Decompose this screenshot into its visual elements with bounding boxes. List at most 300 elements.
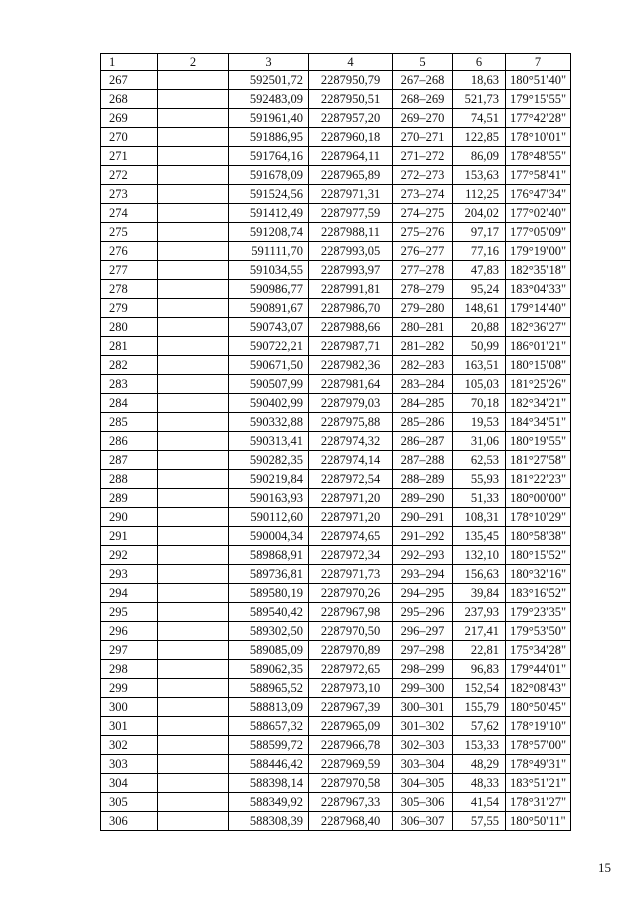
cell-angle: 182°35'18" — [506, 261, 571, 280]
table-row — [101, 90, 571, 109]
cell-x-coordinate: 590402,99 — [229, 394, 309, 413]
cell-angle: 180°15'08" — [506, 356, 571, 375]
cell-point-number: 290 — [101, 508, 158, 527]
cell-angle: 179°23'35" — [506, 603, 571, 622]
cell-length: 48,29 — [453, 755, 506, 774]
cell-angle: 181°22'23" — [506, 470, 571, 489]
cell-segment: 291–292 — [393, 527, 453, 546]
cell-angle: 180°32'16" — [506, 565, 571, 584]
table-row — [101, 717, 571, 736]
cell-column-2 — [158, 280, 229, 299]
table-row — [101, 527, 571, 546]
cell-angle: 179°53'50" — [506, 622, 571, 641]
cell-length: 50,99 — [453, 337, 506, 356]
cell-column-2 — [158, 470, 229, 489]
cell-x-coordinate: 591524,56 — [229, 185, 309, 204]
cell-y-coordinate: 2287950,79 — [309, 71, 393, 90]
cell-x-coordinate: 591886,95 — [229, 128, 309, 147]
cell-column-2 — [158, 603, 229, 622]
cell-length: 237,93 — [453, 603, 506, 622]
cell-y-coordinate: 2287971,20 — [309, 489, 393, 508]
cell-point-number: 273 — [101, 185, 158, 204]
header-cell-1: 1 — [101, 54, 158, 71]
cell-column-2 — [158, 508, 229, 527]
cell-length: 108,31 — [453, 508, 506, 527]
cell-y-coordinate: 2287957,20 — [309, 109, 393, 128]
cell-column-2 — [158, 204, 229, 223]
header-cell-6: 6 — [453, 54, 506, 71]
cell-x-coordinate: 591111,70 — [229, 242, 309, 261]
cell-segment: 285–286 — [393, 413, 453, 432]
table-header — [101, 54, 571, 71]
cell-x-coordinate: 591412,49 — [229, 204, 309, 223]
cell-point-number: 278 — [101, 280, 158, 299]
cell-segment: 274–275 — [393, 204, 453, 223]
cell-x-coordinate: 590313,41 — [229, 432, 309, 451]
cell-length: 152,54 — [453, 679, 506, 698]
cell-length: 132,10 — [453, 546, 506, 565]
header-row — [101, 54, 571, 71]
table-row — [101, 375, 571, 394]
page-number: 15 — [598, 860, 611, 875]
cell-column-2 — [158, 432, 229, 451]
cell-column-2 — [158, 679, 229, 698]
table-row — [101, 109, 571, 128]
cell-y-coordinate: 2287965,89 — [309, 166, 393, 185]
cell-y-coordinate: 2287964,11 — [309, 147, 393, 166]
cell-segment: 302–303 — [393, 736, 453, 755]
cell-angle: 177°02'40" — [506, 204, 571, 223]
cell-x-coordinate: 592501,72 — [229, 71, 309, 90]
table-row — [101, 698, 571, 717]
cell-point-number: 301 — [101, 717, 158, 736]
cell-x-coordinate: 590219,84 — [229, 470, 309, 489]
cell-column-2 — [158, 774, 229, 793]
cell-y-coordinate: 2287967,98 — [309, 603, 393, 622]
table-row — [101, 812, 571, 831]
cell-length: 57,55 — [453, 812, 506, 831]
cell-column-2 — [158, 812, 229, 831]
cell-segment: 273–274 — [393, 185, 453, 204]
cell-y-coordinate: 2287988,11 — [309, 223, 393, 242]
cell-segment: 297–298 — [393, 641, 453, 660]
cell-segment: 276–277 — [393, 242, 453, 261]
cell-y-coordinate: 2287972,54 — [309, 470, 393, 489]
cell-point-number: 279 — [101, 299, 158, 318]
cell-angle: 180°51'40" — [506, 71, 571, 90]
table-row — [101, 546, 571, 565]
cell-length: 18,63 — [453, 71, 506, 90]
cell-y-coordinate: 2287979,03 — [309, 394, 393, 413]
cell-column-2 — [158, 375, 229, 394]
cell-y-coordinate: 2287982,36 — [309, 356, 393, 375]
cell-segment: 268–269 — [393, 90, 453, 109]
cell-length: 122,85 — [453, 128, 506, 147]
cell-y-coordinate: 2287965,09 — [309, 717, 393, 736]
cell-segment: 270–271 — [393, 128, 453, 147]
cell-angle: 181°27'58" — [506, 451, 571, 470]
cell-angle: 179°14'40" — [506, 299, 571, 318]
cell-point-number: 292 — [101, 546, 158, 565]
cell-point-number: 277 — [101, 261, 158, 280]
cell-angle: 182°34'21" — [506, 394, 571, 413]
cell-length: 96,83 — [453, 660, 506, 679]
cell-segment: 281–282 — [393, 337, 453, 356]
cell-point-number: 299 — [101, 679, 158, 698]
cell-y-coordinate: 2287972,34 — [309, 546, 393, 565]
cell-y-coordinate: 2287981,64 — [309, 375, 393, 394]
cell-y-coordinate: 2287950,51 — [309, 90, 393, 109]
table-row — [101, 432, 571, 451]
cell-column-2 — [158, 546, 229, 565]
cell-column-2 — [158, 147, 229, 166]
cell-length: 153,63 — [453, 166, 506, 185]
cell-column-2 — [158, 793, 229, 812]
cell-segment: 275–276 — [393, 223, 453, 242]
header-cell-3: 3 — [229, 54, 309, 71]
cell-angle: 180°58'38" — [506, 527, 571, 546]
cell-angle: 177°05'09" — [506, 223, 571, 242]
cell-segment: 294–295 — [393, 584, 453, 603]
cell-angle: 182°36'27" — [506, 318, 571, 337]
cell-y-coordinate: 2287973,10 — [309, 679, 393, 698]
cell-x-coordinate: 589540,42 — [229, 603, 309, 622]
cell-x-coordinate: 588599,72 — [229, 736, 309, 755]
cell-angle: 186°01'21" — [506, 337, 571, 356]
cell-point-number: 302 — [101, 736, 158, 755]
cell-x-coordinate: 591961,40 — [229, 109, 309, 128]
cell-segment: 267–268 — [393, 71, 453, 90]
cell-length: 97,17 — [453, 223, 506, 242]
cell-segment: 282–283 — [393, 356, 453, 375]
cell-angle: 180°19'55" — [506, 432, 571, 451]
cell-angle: 176°47'34" — [506, 185, 571, 204]
cell-angle: 182°08'43" — [506, 679, 571, 698]
cell-point-number: 274 — [101, 204, 158, 223]
table-row — [101, 603, 571, 622]
cell-angle: 183°16'52" — [506, 584, 571, 603]
cell-point-number: 285 — [101, 413, 158, 432]
cell-segment: 301–302 — [393, 717, 453, 736]
cell-point-number: 281 — [101, 337, 158, 356]
cell-length: 135,45 — [453, 527, 506, 546]
cell-angle: 180°00'00" — [506, 489, 571, 508]
cell-angle: 175°34'28" — [506, 641, 571, 660]
cell-point-number: 305 — [101, 793, 158, 812]
table-row — [101, 470, 571, 489]
cell-segment: 278–279 — [393, 280, 453, 299]
table-row — [101, 356, 571, 375]
cell-segment: 303–304 — [393, 755, 453, 774]
table-row — [101, 736, 571, 755]
cell-y-coordinate: 2287970,89 — [309, 641, 393, 660]
cell-point-number: 267 — [101, 71, 158, 90]
table-body — [101, 71, 571, 831]
table-row — [101, 755, 571, 774]
cell-segment: 298–299 — [393, 660, 453, 679]
cell-length: 62,53 — [453, 451, 506, 470]
cell-angle: 184°34'51" — [506, 413, 571, 432]
cell-x-coordinate: 588446,42 — [229, 755, 309, 774]
table-row — [101, 223, 571, 242]
cell-segment: 272–273 — [393, 166, 453, 185]
cell-length: 31,06 — [453, 432, 506, 451]
cell-x-coordinate: 592483,09 — [229, 90, 309, 109]
table-row — [101, 679, 571, 698]
cell-segment: 289–290 — [393, 489, 453, 508]
cell-y-coordinate: 2287977,59 — [309, 204, 393, 223]
cell-segment: 269–270 — [393, 109, 453, 128]
cell-length: 217,41 — [453, 622, 506, 641]
cell-length: 86,09 — [453, 147, 506, 166]
cell-x-coordinate: 591678,09 — [229, 166, 309, 185]
cell-y-coordinate: 2287969,59 — [309, 755, 393, 774]
cell-length: 521,73 — [453, 90, 506, 109]
cell-column-2 — [158, 622, 229, 641]
cell-y-coordinate: 2287966,78 — [309, 736, 393, 755]
table-row — [101, 793, 571, 812]
cell-column-2 — [158, 223, 229, 242]
cell-segment: 280–281 — [393, 318, 453, 337]
header-cell-2: 2 — [158, 54, 229, 71]
table-row — [101, 71, 571, 90]
cell-x-coordinate: 590986,77 — [229, 280, 309, 299]
cell-column-2 — [158, 128, 229, 147]
cell-angle: 178°31'27" — [506, 793, 571, 812]
cell-x-coordinate: 590282,35 — [229, 451, 309, 470]
cell-column-2 — [158, 584, 229, 603]
cell-column-2 — [158, 166, 229, 185]
cell-y-coordinate: 2287967,39 — [309, 698, 393, 717]
header-cell-7: 7 — [506, 54, 571, 71]
cell-x-coordinate: 590891,67 — [229, 299, 309, 318]
cell-segment: 299–300 — [393, 679, 453, 698]
cell-y-coordinate: 2287970,26 — [309, 584, 393, 603]
cell-segment: 284–285 — [393, 394, 453, 413]
cell-x-coordinate: 589062,35 — [229, 660, 309, 679]
cell-x-coordinate: 589085,09 — [229, 641, 309, 660]
cell-y-coordinate: 2287974,65 — [309, 527, 393, 546]
cell-angle: 178°48'55" — [506, 147, 571, 166]
cell-column-2 — [158, 660, 229, 679]
cell-x-coordinate: 591764,16 — [229, 147, 309, 166]
cell-point-number: 271 — [101, 147, 158, 166]
cell-segment: 286–287 — [393, 432, 453, 451]
cell-segment: 287–288 — [393, 451, 453, 470]
cell-y-coordinate: 2287993,97 — [309, 261, 393, 280]
cell-column-2 — [158, 185, 229, 204]
cell-length: 148,61 — [453, 299, 506, 318]
table-row — [101, 641, 571, 660]
cell-column-2 — [158, 299, 229, 318]
table-row — [101, 508, 571, 527]
table-row — [101, 565, 571, 584]
cell-y-coordinate: 2287988,66 — [309, 318, 393, 337]
cell-x-coordinate: 591034,55 — [229, 261, 309, 280]
cell-angle: 178°49'31" — [506, 755, 571, 774]
cell-point-number: 283 — [101, 375, 158, 394]
cell-point-number: 275 — [101, 223, 158, 242]
cell-angle: 179°44'01" — [506, 660, 571, 679]
cell-column-2 — [158, 90, 229, 109]
cell-x-coordinate: 590671,50 — [229, 356, 309, 375]
cell-length: 48,33 — [453, 774, 506, 793]
cell-angle: 180°50'11" — [506, 812, 571, 831]
cell-segment: 290–291 — [393, 508, 453, 527]
cell-length: 156,63 — [453, 565, 506, 584]
cell-length: 163,51 — [453, 356, 506, 375]
cell-column-2 — [158, 318, 229, 337]
cell-length: 153,33 — [453, 736, 506, 755]
cell-y-coordinate: 2287967,33 — [309, 793, 393, 812]
cell-segment: 292–293 — [393, 546, 453, 565]
cell-length: 95,24 — [453, 280, 506, 299]
cell-length: 74,51 — [453, 109, 506, 128]
table-row — [101, 584, 571, 603]
cell-point-number: 269 — [101, 109, 158, 128]
cell-column-2 — [158, 71, 229, 90]
cell-y-coordinate: 2287971,31 — [309, 185, 393, 204]
table-row — [101, 147, 571, 166]
cell-point-number: 270 — [101, 128, 158, 147]
cell-segment: 288–289 — [393, 470, 453, 489]
cell-angle: 178°19'10" — [506, 717, 571, 736]
cell-point-number: 268 — [101, 90, 158, 109]
table-row — [101, 128, 571, 147]
cell-point-number: 298 — [101, 660, 158, 679]
cell-length: 77,16 — [453, 242, 506, 261]
cell-point-number: 276 — [101, 242, 158, 261]
cell-column-2 — [158, 527, 229, 546]
cell-column-2 — [158, 109, 229, 128]
cell-angle: 180°15'52" — [506, 546, 571, 565]
coordinates-table — [100, 53, 571, 831]
cell-y-coordinate: 2287987,71 — [309, 337, 393, 356]
cell-y-coordinate: 2287993,05 — [309, 242, 393, 261]
table-row — [101, 660, 571, 679]
cell-x-coordinate: 590722,21 — [229, 337, 309, 356]
cell-x-coordinate: 590112,60 — [229, 508, 309, 527]
cell-x-coordinate: 588813,09 — [229, 698, 309, 717]
cell-column-2 — [158, 565, 229, 584]
cell-point-number: 306 — [101, 812, 158, 831]
cell-y-coordinate: 2287975,88 — [309, 413, 393, 432]
cell-length: 55,93 — [453, 470, 506, 489]
cell-x-coordinate: 590332,88 — [229, 413, 309, 432]
cell-segment: 277–278 — [393, 261, 453, 280]
cell-column-2 — [158, 698, 229, 717]
cell-column-2 — [158, 413, 229, 432]
cell-x-coordinate: 590163,93 — [229, 489, 309, 508]
cell-segment: 300–301 — [393, 698, 453, 717]
cell-segment: 304–305 — [393, 774, 453, 793]
cell-y-coordinate: 2287986,70 — [309, 299, 393, 318]
cell-x-coordinate: 588308,39 — [229, 812, 309, 831]
cell-point-number: 294 — [101, 584, 158, 603]
cell-length: 20,88 — [453, 318, 506, 337]
cell-x-coordinate: 588398,14 — [229, 774, 309, 793]
cell-segment: 305–306 — [393, 793, 453, 812]
cell-point-number: 284 — [101, 394, 158, 413]
table-row — [101, 204, 571, 223]
table-row — [101, 242, 571, 261]
cell-length: 204,02 — [453, 204, 506, 223]
cell-point-number: 304 — [101, 774, 158, 793]
cell-x-coordinate: 591208,74 — [229, 223, 309, 242]
table-row — [101, 280, 571, 299]
cell-angle: 181°25'26" — [506, 375, 571, 394]
cell-length: 47,83 — [453, 261, 506, 280]
cell-length: 105,03 — [453, 375, 506, 394]
table-row — [101, 622, 571, 641]
cell-angle: 179°19'00" — [506, 242, 571, 261]
cell-column-2 — [158, 755, 229, 774]
cell-length: 22,81 — [453, 641, 506, 660]
cell-angle: 177°58'41" — [506, 166, 571, 185]
cell-angle: 178°10'29" — [506, 508, 571, 527]
cell-x-coordinate: 590004,34 — [229, 527, 309, 546]
cell-x-coordinate: 589302,50 — [229, 622, 309, 641]
cell-y-coordinate: 2287960,18 — [309, 128, 393, 147]
cell-x-coordinate: 588965,52 — [229, 679, 309, 698]
cell-x-coordinate: 588349,92 — [229, 793, 309, 812]
table-row — [101, 774, 571, 793]
cell-point-number: 289 — [101, 489, 158, 508]
cell-segment: 306–307 — [393, 812, 453, 831]
header-cell-5: 5 — [393, 54, 453, 71]
cell-y-coordinate: 2287974,32 — [309, 432, 393, 451]
cell-column-2 — [158, 394, 229, 413]
cell-segment: 279–280 — [393, 299, 453, 318]
cell-y-coordinate: 2287974,14 — [309, 451, 393, 470]
cell-column-2 — [158, 736, 229, 755]
cell-column-2 — [158, 242, 229, 261]
cell-y-coordinate: 2287968,40 — [309, 812, 393, 831]
cell-y-coordinate: 2287972,65 — [309, 660, 393, 679]
cell-length: 19,53 — [453, 413, 506, 432]
cell-column-2 — [158, 451, 229, 470]
cell-column-2 — [158, 717, 229, 736]
cell-angle: 183°51'21" — [506, 774, 571, 793]
cell-point-number: 288 — [101, 470, 158, 489]
cell-segment: 271–272 — [393, 147, 453, 166]
cell-column-2 — [158, 261, 229, 280]
cell-segment: 293–294 — [393, 565, 453, 584]
cell-x-coordinate: 590743,07 — [229, 318, 309, 337]
cell-point-number: 287 — [101, 451, 158, 470]
cell-point-number: 295 — [101, 603, 158, 622]
cell-angle: 183°04'33" — [506, 280, 571, 299]
header-cell-4: 4 — [309, 54, 393, 71]
cell-segment: 296–297 — [393, 622, 453, 641]
cell-point-number: 280 — [101, 318, 158, 337]
cell-y-coordinate: 2287970,58 — [309, 774, 393, 793]
cell-x-coordinate: 590507,99 — [229, 375, 309, 394]
cell-point-number: 286 — [101, 432, 158, 451]
table-row — [101, 337, 571, 356]
table-row — [101, 451, 571, 470]
cell-length: 70,18 — [453, 394, 506, 413]
cell-angle: 179°15'55" — [506, 90, 571, 109]
cell-point-number: 291 — [101, 527, 158, 546]
cell-y-coordinate: 2287970,50 — [309, 622, 393, 641]
cell-length: 112,25 — [453, 185, 506, 204]
cell-length: 51,33 — [453, 489, 506, 508]
cell-angle: 180°50'45" — [506, 698, 571, 717]
cell-column-2 — [158, 641, 229, 660]
cell-segment: 295–296 — [393, 603, 453, 622]
cell-point-number: 282 — [101, 356, 158, 375]
